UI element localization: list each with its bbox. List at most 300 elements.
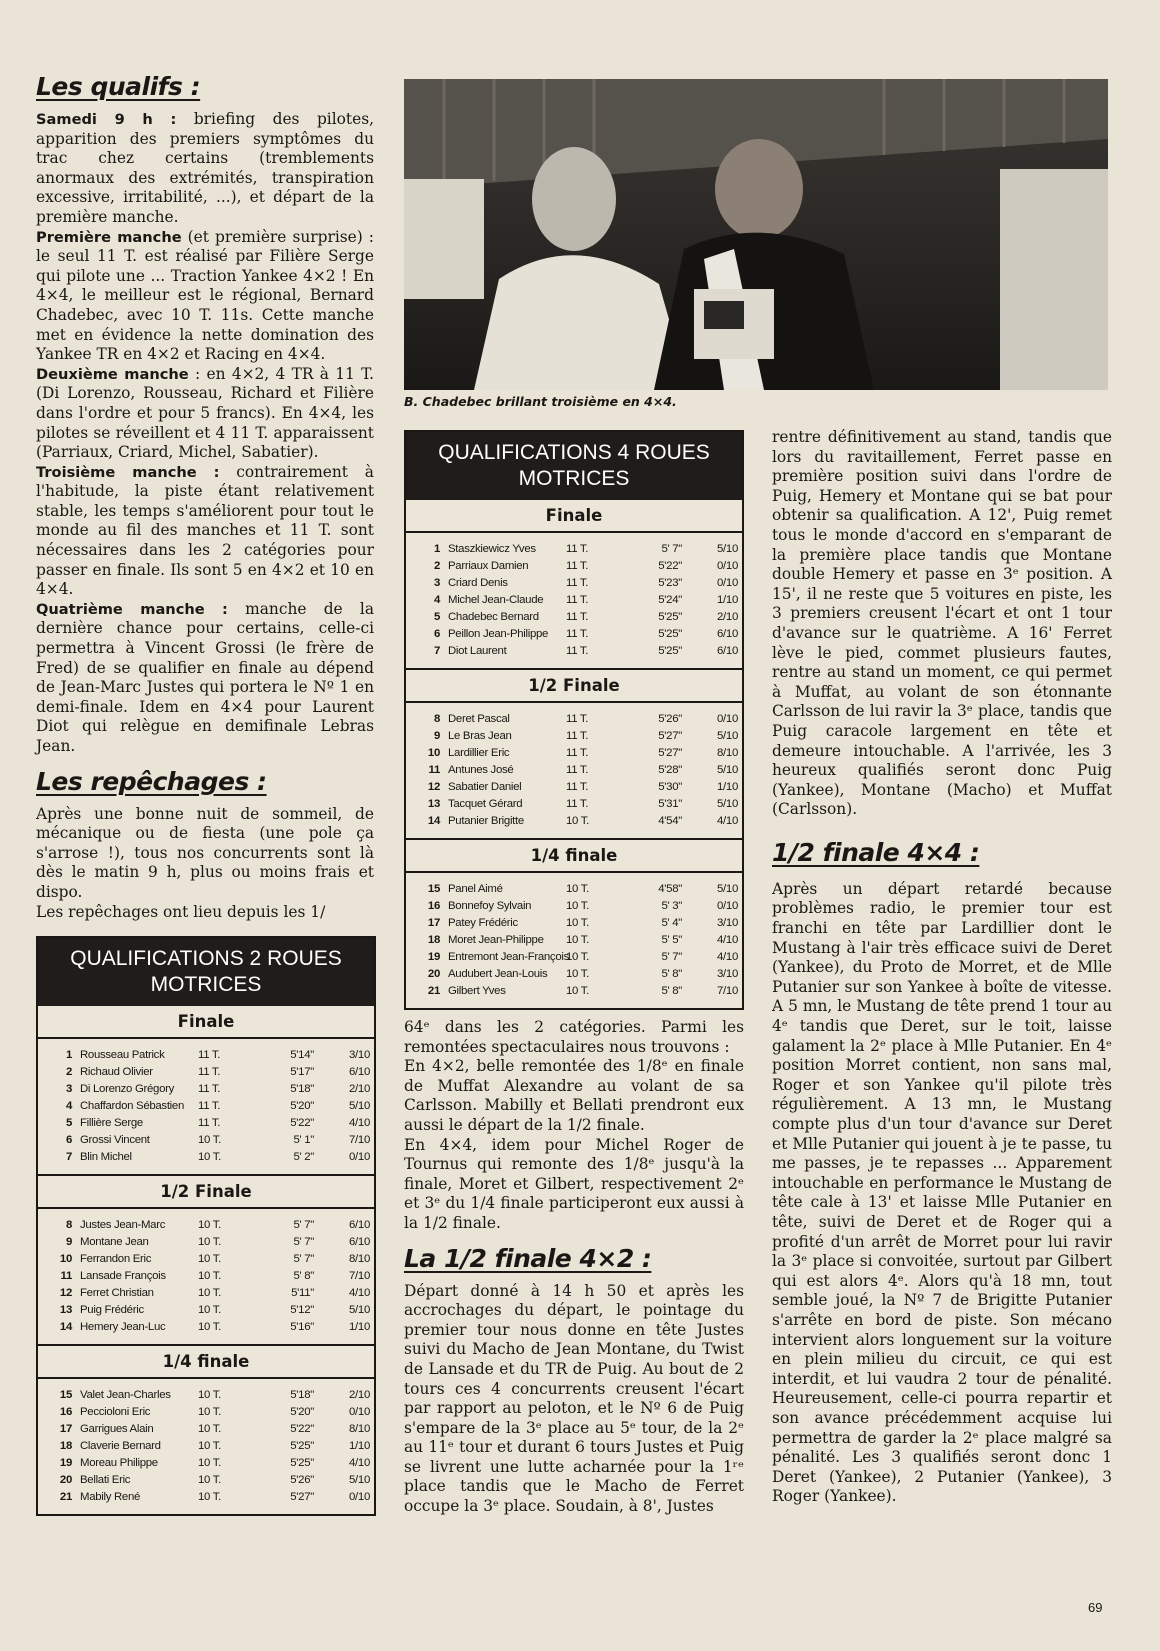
table-row — [38, 1047, 374, 1064]
laps-cell: 10 T. — [566, 883, 589, 895]
time-cell: 5'31" — [658, 798, 682, 810]
time-cell: 5'20" — [290, 1100, 314, 1113]
table-row — [38, 1132, 374, 1149]
table-section-title: 1/4 finale — [38, 1344, 374, 1379]
rank-cell: 8 — [65, 1219, 72, 1232]
time-cell: 5'26" — [290, 1474, 314, 1487]
col2-body — [404, 1018, 744, 1234]
laps-cell: 10 T. — [198, 1270, 221, 1283]
table-row — [38, 1064, 374, 1081]
driver-name-cell: Claverie Bernard — [80, 1440, 161, 1453]
paragraph-lead: Deuxième manche — [36, 365, 189, 383]
time-cell: 5' 2" — [293, 1151, 314, 1164]
table-rows — [406, 873, 742, 1008]
points-cell: 5/10 — [717, 730, 738, 742]
laps-cell: 10 T. — [566, 900, 589, 912]
table-row — [406, 881, 742, 898]
time-cell: 5' 1" — [293, 1134, 314, 1147]
qualifs-paragraph — [36, 463, 374, 600]
laps-cell: 11 T. — [198, 1066, 221, 1079]
table-row — [38, 1489, 374, 1506]
rank-cell: 19 — [427, 951, 440, 963]
points-cell: 1/10 — [717, 594, 738, 606]
photo-illustration — [404, 79, 1108, 390]
points-cell: 8/10 — [349, 1253, 370, 1266]
table-row — [38, 1455, 374, 1472]
rank-cell: 11 — [428, 764, 440, 776]
rank-cell: 12 — [59, 1287, 72, 1300]
table-row — [406, 643, 742, 660]
laps-cell: 11 T. — [198, 1117, 221, 1130]
laps-cell: 11 T. — [198, 1083, 221, 1096]
laps-cell: 10 T. — [566, 917, 589, 929]
laps-cell: 11 T. — [566, 730, 589, 742]
points-cell: 2/10 — [349, 1083, 370, 1096]
driver-name-cell: Mabily René — [80, 1491, 141, 1504]
driver-name-cell: Ferret Christian — [80, 1287, 154, 1300]
points-cell: 7/10 — [717, 985, 738, 997]
table-row — [38, 1268, 374, 1285]
table-row — [38, 1251, 374, 1268]
time-cell: 5'25" — [658, 628, 682, 640]
repechages-body — [36, 805, 374, 923]
paragraph-text: contrairement à l'habitude, la piste étant relativement stable, les temps s'améliorent pour tout le monde au fil des manches et 11 T. sont nécessaires dans les 2 catégories pour passer en finale. Ils sont 5 en 4×2 et 10 en 4×4. — [36, 462, 374, 599]
table-row — [406, 728, 742, 745]
laps-cell: 11 T. — [198, 1100, 221, 1113]
laps-cell: 11 T. — [566, 594, 589, 606]
table-row — [38, 1438, 374, 1455]
laps-cell: 10 T. — [198, 1440, 221, 1453]
page-number: 69 — [1088, 1600, 1103, 1615]
time-cell: 5' 5" — [661, 934, 682, 946]
table-row — [406, 796, 742, 813]
points-cell: 7/10 — [349, 1134, 370, 1147]
driver-name-cell: Grossi Vincent — [80, 1134, 150, 1147]
points-cell: 7/10 — [349, 1270, 370, 1283]
table-rows — [406, 533, 742, 668]
driver-name-cell: Staszkiewicz Yves — [448, 543, 536, 555]
driver-name-cell: Deret Pascal — [448, 713, 510, 725]
rank-cell: 3 — [65, 1083, 72, 1096]
table-row — [38, 1404, 374, 1421]
points-cell: 4/10 — [717, 951, 738, 963]
heading-demi-4x4: 1/2 finale 4×4 : — [772, 837, 980, 867]
rank-cell: 17 — [427, 917, 440, 929]
demi-4x2-paragraph: Départ donné à 14 h 50 et après les accrochages du départ, le pointage du premier tour nous donne en tête Justes suivi du Macho de Jean Montane, du Twist de Lansade et du TR de Puig. Au bout de 2 tours ces 4 concurrents creusent l'écart par rapport au peloton, et le Nº 6 de Puig s'empare de la 3ᵉ place au 5ᵉ tour, de la 2ᵉ au 11ᵉ tour et durant 6 tours Justes et Puig se livrent une lutte acharnée pour la 1ʳᵉ place tandis que le Macho de Ferret occupe la 3ᵉ place. Soudain, à 8', Justes — [404, 1281, 744, 1516]
driver-name-cell: Peillon Jean-Philippe — [448, 628, 549, 640]
rank-cell: 17 — [59, 1423, 72, 1436]
rank-cell: 14 — [427, 815, 440, 827]
driver-name-cell: Antunes José — [448, 764, 514, 776]
points-cell: 0/10 — [717, 713, 738, 725]
time-cell: 5'25" — [290, 1457, 314, 1470]
time-cell: 5'20" — [290, 1406, 314, 1419]
table-row — [406, 966, 742, 983]
heading-demi-4x2: La 1/2 finale 4×2 : — [404, 1243, 652, 1273]
time-cell: 5' 8" — [661, 985, 682, 997]
table-row — [38, 1472, 374, 1489]
driver-name-cell: Audubert Jean-Louis — [448, 968, 548, 980]
repechages-paragraph: Après une bonne nuit de sommeil, de mécanique ou de fiesta (une pole ça s'arrose !), tous nos concurrents sont là dès le matin 9 h, plus ou moins frais et dispo. — [36, 804, 374, 901]
time-cell: 5' 4" — [661, 917, 682, 929]
time-cell: 5'25" — [290, 1440, 314, 1453]
laps-cell: 11 T. — [566, 628, 589, 640]
driver-name-cell: Garrigues Alain — [80, 1423, 154, 1436]
rank-cell: 12 — [427, 781, 440, 793]
laps-cell: 10 T. — [198, 1474, 221, 1487]
laps-cell: 11 T. — [566, 560, 589, 572]
rank-cell: 1 — [433, 543, 440, 555]
driver-name-cell: Bonnefoy Sylvain — [448, 900, 532, 912]
points-cell: 8/10 — [717, 747, 738, 759]
time-cell: 5' 8" — [661, 968, 682, 980]
time-cell: 5'22" — [290, 1117, 314, 1130]
driver-name-cell: Moreau Philippe — [80, 1457, 158, 1470]
points-cell: 6/10 — [717, 628, 738, 640]
time-cell: 5' 7" — [661, 543, 682, 555]
laps-cell: 10 T. — [198, 1491, 221, 1504]
col2-paragraph: 64ᵉ dans les 2 catégories. Parmi les remontées spectaculaires nous trouvons : — [404, 1018, 744, 1056]
table-rows — [38, 1039, 374, 1174]
driver-name-cell: Justes Jean-Marc — [80, 1219, 166, 1232]
driver-name-cell: Patey Frédéric — [448, 917, 518, 929]
table-row — [406, 779, 742, 796]
rank-cell: 21 — [59, 1491, 72, 1504]
driver-name-cell: Sabatier Daniel — [448, 781, 522, 793]
rank-cell: 3 — [433, 577, 440, 589]
points-cell: 0/10 — [349, 1151, 370, 1164]
rank-cell: 14 — [59, 1321, 72, 1334]
points-cell: 4/10 — [717, 815, 738, 827]
time-cell: 5'18" — [290, 1389, 314, 1402]
points-cell: 1/10 — [349, 1321, 370, 1334]
driver-name-cell: Lansade François — [80, 1270, 166, 1283]
time-cell: 5'22" — [658, 560, 682, 572]
table-rows — [38, 1379, 374, 1514]
rank-cell: 6 — [65, 1134, 72, 1147]
table-row — [38, 1217, 374, 1234]
table-row — [38, 1081, 374, 1098]
driver-name-cell: Parriaux Damien — [448, 560, 529, 572]
rank-cell: 10 — [59, 1253, 72, 1266]
laps-cell: 10 T. — [566, 985, 589, 997]
rank-cell: 9 — [433, 730, 440, 742]
paragraph-text: briefing des pilotes, apparition des premiers symptômes du trac chez certains (tremblements anormaux des extrémités, transpiration excessive, irritabilité, ...), et départ de la première manche. — [36, 110, 374, 226]
points-cell: 0/10 — [717, 900, 738, 912]
rank-cell: 13 — [427, 798, 440, 810]
time-cell: 5'25" — [658, 645, 682, 657]
table-row — [38, 1115, 374, 1132]
time-cell: 5'16" — [290, 1321, 314, 1334]
driver-name-cell: Rousseau Patrick — [80, 1049, 165, 1062]
driver-name-cell: Puig Frédéric — [80, 1304, 144, 1317]
laps-cell: 10 T. — [198, 1151, 221, 1164]
rank-cell: 2 — [433, 560, 440, 572]
table-row — [406, 949, 742, 966]
table-row — [406, 592, 742, 609]
driver-name-cell: Di Lorenzo Grégory — [80, 1083, 174, 1096]
points-cell: 5/10 — [717, 764, 738, 776]
time-cell: 5'14" — [290, 1049, 314, 1062]
driver-name-cell: Tacquet Gérard — [448, 798, 523, 810]
points-cell: 6/10 — [717, 645, 738, 657]
laps-cell: 10 T. — [566, 951, 589, 963]
paragraph-lead: Première manche — [36, 228, 182, 246]
table-rows — [406, 703, 742, 838]
rank-cell: 11 — [60, 1270, 72, 1283]
qualifs-body — [36, 110, 374, 757]
heading-repechages: Les repêchages : — [36, 766, 267, 796]
points-cell: 2/10 — [717, 611, 738, 623]
table-section-title: 1/4 finale — [406, 838, 742, 873]
rank-cell: 6 — [433, 628, 440, 640]
column-right — [772, 428, 1112, 1507]
time-cell: 5'25" — [658, 611, 682, 623]
points-cell: 0/10 — [349, 1406, 370, 1419]
points-cell: 5/10 — [349, 1100, 370, 1113]
points-cell: 4/10 — [349, 1457, 370, 1470]
driver-name-cell: Bellati Eric — [80, 1474, 131, 1487]
paragraph-text: : en 4×2, 4 TR à 11 T. (Di Lorenzo, Rousseau, Richard et Filière dans l'ordre et pour 5 francs). En 4×4, les pilotes se réveillent et 4 11 T. apparaissent (Parriaux, Criard, Michel, Sabatier). — [36, 364, 374, 462]
paragraph-text: manche de la dernière chance pour certains, celle-ci permettra à Vincent Grossi (le frère de Fred) de se qualifier en finale au dépend de Jean-Marc Justes qui portera le Nº 1 en demi-finale. Idem en 4×4 pour Laurent Diot qui relègue en demifinale Lebras Jean. — [36, 599, 375, 755]
col2-paragraph: En 4×4, idem pour Michel Roger de Tournus qui remonte des 1/8ᵉ jusqu'à la finale, Moret et Gilbert, respectivement 2ᵉ et 3ᵉ du 1/4 finale participeront eux aussi à la 1/2 finale. — [404, 1135, 744, 1232]
driver-name-cell: Panel Aimé — [448, 883, 503, 895]
paragraph-lead: Quatrième manche : — [36, 600, 228, 618]
rank-cell: 9 — [65, 1236, 72, 1249]
table-row — [406, 626, 742, 643]
points-cell: 3/10 — [349, 1049, 370, 1062]
qualifs-paragraph — [36, 110, 374, 228]
rank-cell: 16 — [59, 1406, 72, 1419]
points-cell: 8/10 — [349, 1423, 370, 1436]
time-cell: 5' 7" — [293, 1236, 314, 1249]
laps-cell: 11 T. — [566, 577, 589, 589]
laps-cell: 11 T. — [566, 611, 589, 623]
table-title: QUALIFICATIONS 2 ROUES MOTRICES — [38, 938, 374, 1006]
paragraph-lead: Samedi 9 h : — [36, 111, 177, 128]
table-row — [38, 1285, 374, 1302]
laps-cell: 10 T. — [566, 815, 589, 827]
laps-cell: 10 T. — [198, 1236, 221, 1249]
driver-name-cell: Diot Laurent — [448, 645, 507, 657]
time-cell: 5'11" — [291, 1287, 314, 1300]
rank-cell: 4 — [433, 594, 440, 606]
driver-name-cell: Chadebec Bernard — [448, 611, 539, 623]
rank-cell: 15 — [427, 883, 440, 895]
points-cell: 4/10 — [717, 934, 738, 946]
table-row — [406, 932, 742, 949]
heading-qualifs: Les qualifs : — [36, 72, 201, 101]
driver-name-cell: Richaud Olivier — [80, 1066, 153, 1079]
points-cell: 6/10 — [349, 1236, 370, 1249]
driver-name-cell: Chaffardon Sébastien — [80, 1100, 184, 1113]
time-cell: 4'54" — [658, 815, 682, 827]
driver-name-cell: Valet Jean-Charles — [80, 1389, 171, 1402]
time-cell: 5'27" — [658, 730, 682, 742]
time-cell: 5' 7" — [661, 951, 682, 963]
table-row — [38, 1149, 374, 1166]
rank-cell: 20 — [427, 968, 440, 980]
points-cell: 2/10 — [349, 1389, 370, 1402]
paragraph-text: (et première surprise) : le seul 11 T. est réalisé par Filière Serge qui pilote une ... Traction Yankee 4×2 ! En 4×4, le meilleur est le régional, Bernard Chadebec, avec 10 T. 11s. Cette manche met en évidence la nette domination des Yankee TR en 4×2 et Racing en 4×4. — [36, 227, 374, 364]
laps-cell: 10 T. — [198, 1389, 221, 1402]
rank-cell: 1 — [65, 1049, 72, 1062]
laps-cell: 10 T. — [198, 1253, 221, 1266]
table-section-title: Finale — [38, 1006, 374, 1039]
points-cell: 3/10 — [717, 968, 738, 980]
driver-name-cell: Criard Denis — [448, 577, 508, 589]
points-cell: 3/10 — [717, 917, 738, 929]
points-cell: 1/10 — [717, 781, 738, 793]
time-cell: 5'28" — [658, 764, 682, 776]
qualifications-4rm-table — [404, 430, 744, 1010]
photo-caption: B. Chadebec brillant troisième en 4×4. — [404, 394, 677, 409]
laps-cell: 11 T. — [566, 781, 589, 793]
time-cell: 5'23" — [658, 577, 682, 589]
time-cell: 5'27" — [658, 747, 682, 759]
time-cell: 5'24" — [658, 594, 682, 606]
driver-name-cell: Michel Jean-Claude — [448, 594, 544, 606]
laps-cell: 10 T. — [198, 1423, 221, 1436]
qualifs-paragraph — [36, 365, 374, 463]
time-cell: 5'22" — [290, 1423, 314, 1436]
table-row — [406, 762, 742, 779]
table-row — [38, 1319, 374, 1336]
points-cell: 5/10 — [717, 798, 738, 810]
table-row — [406, 745, 742, 762]
laps-cell: 11 T. — [566, 798, 589, 810]
rank-cell: 18 — [427, 934, 440, 946]
laps-cell: 10 T. — [566, 968, 589, 980]
paragraph-lead: Troisième manche : — [36, 463, 220, 481]
rank-cell: 20 — [59, 1474, 72, 1487]
qualifs-paragraph — [36, 600, 374, 757]
points-cell: 4/10 — [349, 1287, 370, 1300]
points-cell: 0/10 — [717, 577, 738, 589]
driver-name-cell: Blin Michel — [80, 1151, 132, 1164]
qualifs-paragraph — [36, 228, 374, 365]
rank-cell: 5 — [433, 611, 440, 623]
points-cell: 0/10 — [717, 560, 738, 572]
time-cell: 5' 8" — [293, 1270, 314, 1283]
table-row — [406, 609, 742, 626]
driver-name-cell: Ferrandon Eric — [80, 1253, 152, 1266]
time-cell: 5' 7" — [293, 1219, 314, 1232]
time-cell: 5'27" — [290, 1491, 314, 1504]
points-cell: 0/10 — [349, 1491, 370, 1504]
points-cell: 4/10 — [349, 1117, 370, 1130]
laps-cell: 10 T. — [198, 1304, 221, 1317]
table-row — [406, 711, 742, 728]
points-cell: 5/10 — [717, 883, 738, 895]
time-cell: 4'58" — [658, 883, 682, 895]
rank-cell: 10 — [427, 747, 440, 759]
laps-cell: 10 T. — [198, 1134, 221, 1147]
driver-name-cell: Peccioloni Eric — [80, 1406, 151, 1419]
table-section-title: 1/2 Finale — [406, 668, 742, 703]
driver-name-cell: Gilbert Yves — [448, 985, 506, 997]
laps-cell: 11 T. — [198, 1049, 221, 1062]
table-row — [406, 983, 742, 1000]
driver-name-cell: Fillière Serge — [80, 1117, 143, 1130]
col3-paragraph-2: Après un départ retardé because problèmes radio, le premier tour est franchi en tête par Lardillier dont le Mustang à l'air très efficace suivi de Deret (Yankee), du Proto de Morret, et de Mlle Putanier sur son Yankee à boîte de vitesse. A 5 mn, le Mustang de tête prend 1 tour au 4ᵉ tandis que Deret, sur le toit, laisse galament la 2ᵉ place à Mlle Putanier. En 4ᵉ position Morret contient, non sans mal, Roger et son Yankee qu'il pilote très régulièrement. A 13 mn, le Mustang compte plus d'un tour d'avance sur Deret et Mlle Putanier qui jouent à je te passe, tu me passes, je te repasses ... Apparement intouchable en performance le Mustang de tête cale à 13' et laisse Mlle Putanier en tête, suivi de Deret et de Roger qui a profité d'un arrêt de Morret pour lui ravir la 3ᵉ place si convoitée, surtout par Gilbert qui est alors 4ᵉ. Alors qu'à 18 mn, tout semble joué, la Nº 7 de Brigitte Putanier s'arrête en bord de piste. Son mécano intervient alors longuement sur la voiture en plein milieu du circuit, ce qui est interdit, et lui vaudra 2 tour de pénalité. Heureusement, celle-ci pourra repartir et son avance précédemment acquise lui permettra de garder la 2ᵉ place malgré sa pénalité. Les 3 qualifiés seront donc 1 Deret (Yankee), 2 Putanier (Yankee), 3 Roger (Yankee). — [772, 879, 1112, 1506]
table-row — [38, 1302, 374, 1319]
table-row — [406, 898, 742, 915]
table-row — [406, 813, 742, 830]
laps-cell: 11 T. — [566, 747, 589, 759]
time-cell: 5'30" — [658, 781, 682, 793]
rank-cell: 7 — [65, 1151, 72, 1164]
points-cell: 5/10 — [349, 1304, 370, 1317]
col3-paragraph-1: rentre définitivement au stand, tandis que lors du ravitaillement, Ferret passe en première position suivi dans l'ordre de Puig, Hemery et Montane qui se bat pour obtenir sa qualification. A 12', Puig remet tous le monde d'accord en s'emparant de la première place tandis que Montane double Hemery et passe en 3ᵉ position. A 15', il ne reste que 5 voitures en piste, les 3 premiers creusent l'écart et ont 1 tour d'avance sur le quatrième. A 16' Ferret lève le pied, commet plusieurs fautes, rentre au stand un moment, ce qui permet à Muffat, au volant de son étonnante Carlsson de lui ravir la 3ᵉ place, tandis que Puig caracole largement en tête et demeure intouchable. A l'arrivée, les 3 heureux qualifiés seront donc Puig (Yankee), Montane (Macho) et Muffat (Carlsson). — [772, 428, 1112, 819]
laps-cell: 10 T. — [198, 1457, 221, 1470]
rank-cell: 8 — [433, 713, 440, 725]
laps-cell: 10 T. — [198, 1321, 221, 1334]
column-left — [36, 72, 374, 1516]
rank-cell: 18 — [59, 1440, 72, 1453]
laps-cell: 10 T. — [566, 934, 589, 946]
time-cell: 5'17" — [290, 1066, 314, 1079]
table-rows — [38, 1209, 374, 1344]
laps-cell: 11 T. — [566, 713, 589, 725]
table-row — [406, 541, 742, 558]
time-cell: 5'26" — [658, 713, 682, 725]
driver-name-cell: Lardillier Eric — [448, 747, 510, 759]
repechages-paragraph: Les repêchages ont lieu depuis les 1/ — [36, 902, 326, 921]
driver-name-cell: Le Bras Jean — [448, 730, 512, 742]
time-cell: 5'12" — [290, 1304, 314, 1317]
table-row — [406, 915, 742, 932]
laps-cell: 10 T. — [198, 1406, 221, 1419]
rank-cell: 15 — [59, 1389, 72, 1402]
col2-paragraph: En 4×2, belle remontée des 1/8ᵉ en finale de Muffat Alexandre au volant de sa Carlsson. Mabilly et Bellati prendront eux aussi le départ de la 1/2 finale. — [404, 1057, 744, 1134]
time-cell: 5' 3" — [661, 900, 682, 912]
rank-cell: 16 — [427, 900, 440, 912]
points-cell: 5/10 — [717, 543, 738, 555]
rank-cell: 4 — [65, 1100, 72, 1113]
rank-cell: 21 — [427, 985, 440, 997]
driver-name-cell: Montane Jean — [80, 1236, 149, 1249]
photo-chadebec — [404, 79, 1108, 390]
driver-name-cell: Entremont Jean-François — [448, 951, 569, 963]
table-row — [38, 1098, 374, 1115]
driver-name-cell: Moret Jean-Philippe — [448, 934, 544, 946]
driver-name-cell: Hemery Jean-Luc — [80, 1321, 166, 1334]
table-row — [38, 1387, 374, 1404]
laps-cell: 11 T. — [566, 645, 589, 657]
laps-cell: 11 T. — [566, 764, 589, 776]
rank-cell: 13 — [59, 1304, 72, 1317]
points-cell: 1/10 — [349, 1440, 370, 1453]
table-row — [38, 1421, 374, 1438]
rank-cell: 19 — [59, 1457, 72, 1470]
time-cell: 5' 7" — [293, 1253, 314, 1266]
table-section-title: 1/2 Finale — [38, 1174, 374, 1209]
qualifications-2rm-table — [36, 936, 376, 1516]
time-cell: 5'18" — [290, 1083, 314, 1096]
rank-cell: 2 — [65, 1066, 72, 1079]
laps-cell: 10 T. — [198, 1219, 221, 1232]
rank-cell: 5 — [65, 1117, 72, 1130]
laps-cell: 11 T. — [566, 543, 589, 555]
table-row — [406, 575, 742, 592]
table-section-title: Finale — [406, 500, 742, 533]
rank-cell: 7 — [433, 645, 440, 657]
points-cell: 5/10 — [349, 1474, 370, 1487]
table-row — [38, 1234, 374, 1251]
column-middle — [404, 430, 744, 1517]
table-title: QUALIFICATIONS 4 ROUES MOTRICES — [406, 432, 742, 500]
